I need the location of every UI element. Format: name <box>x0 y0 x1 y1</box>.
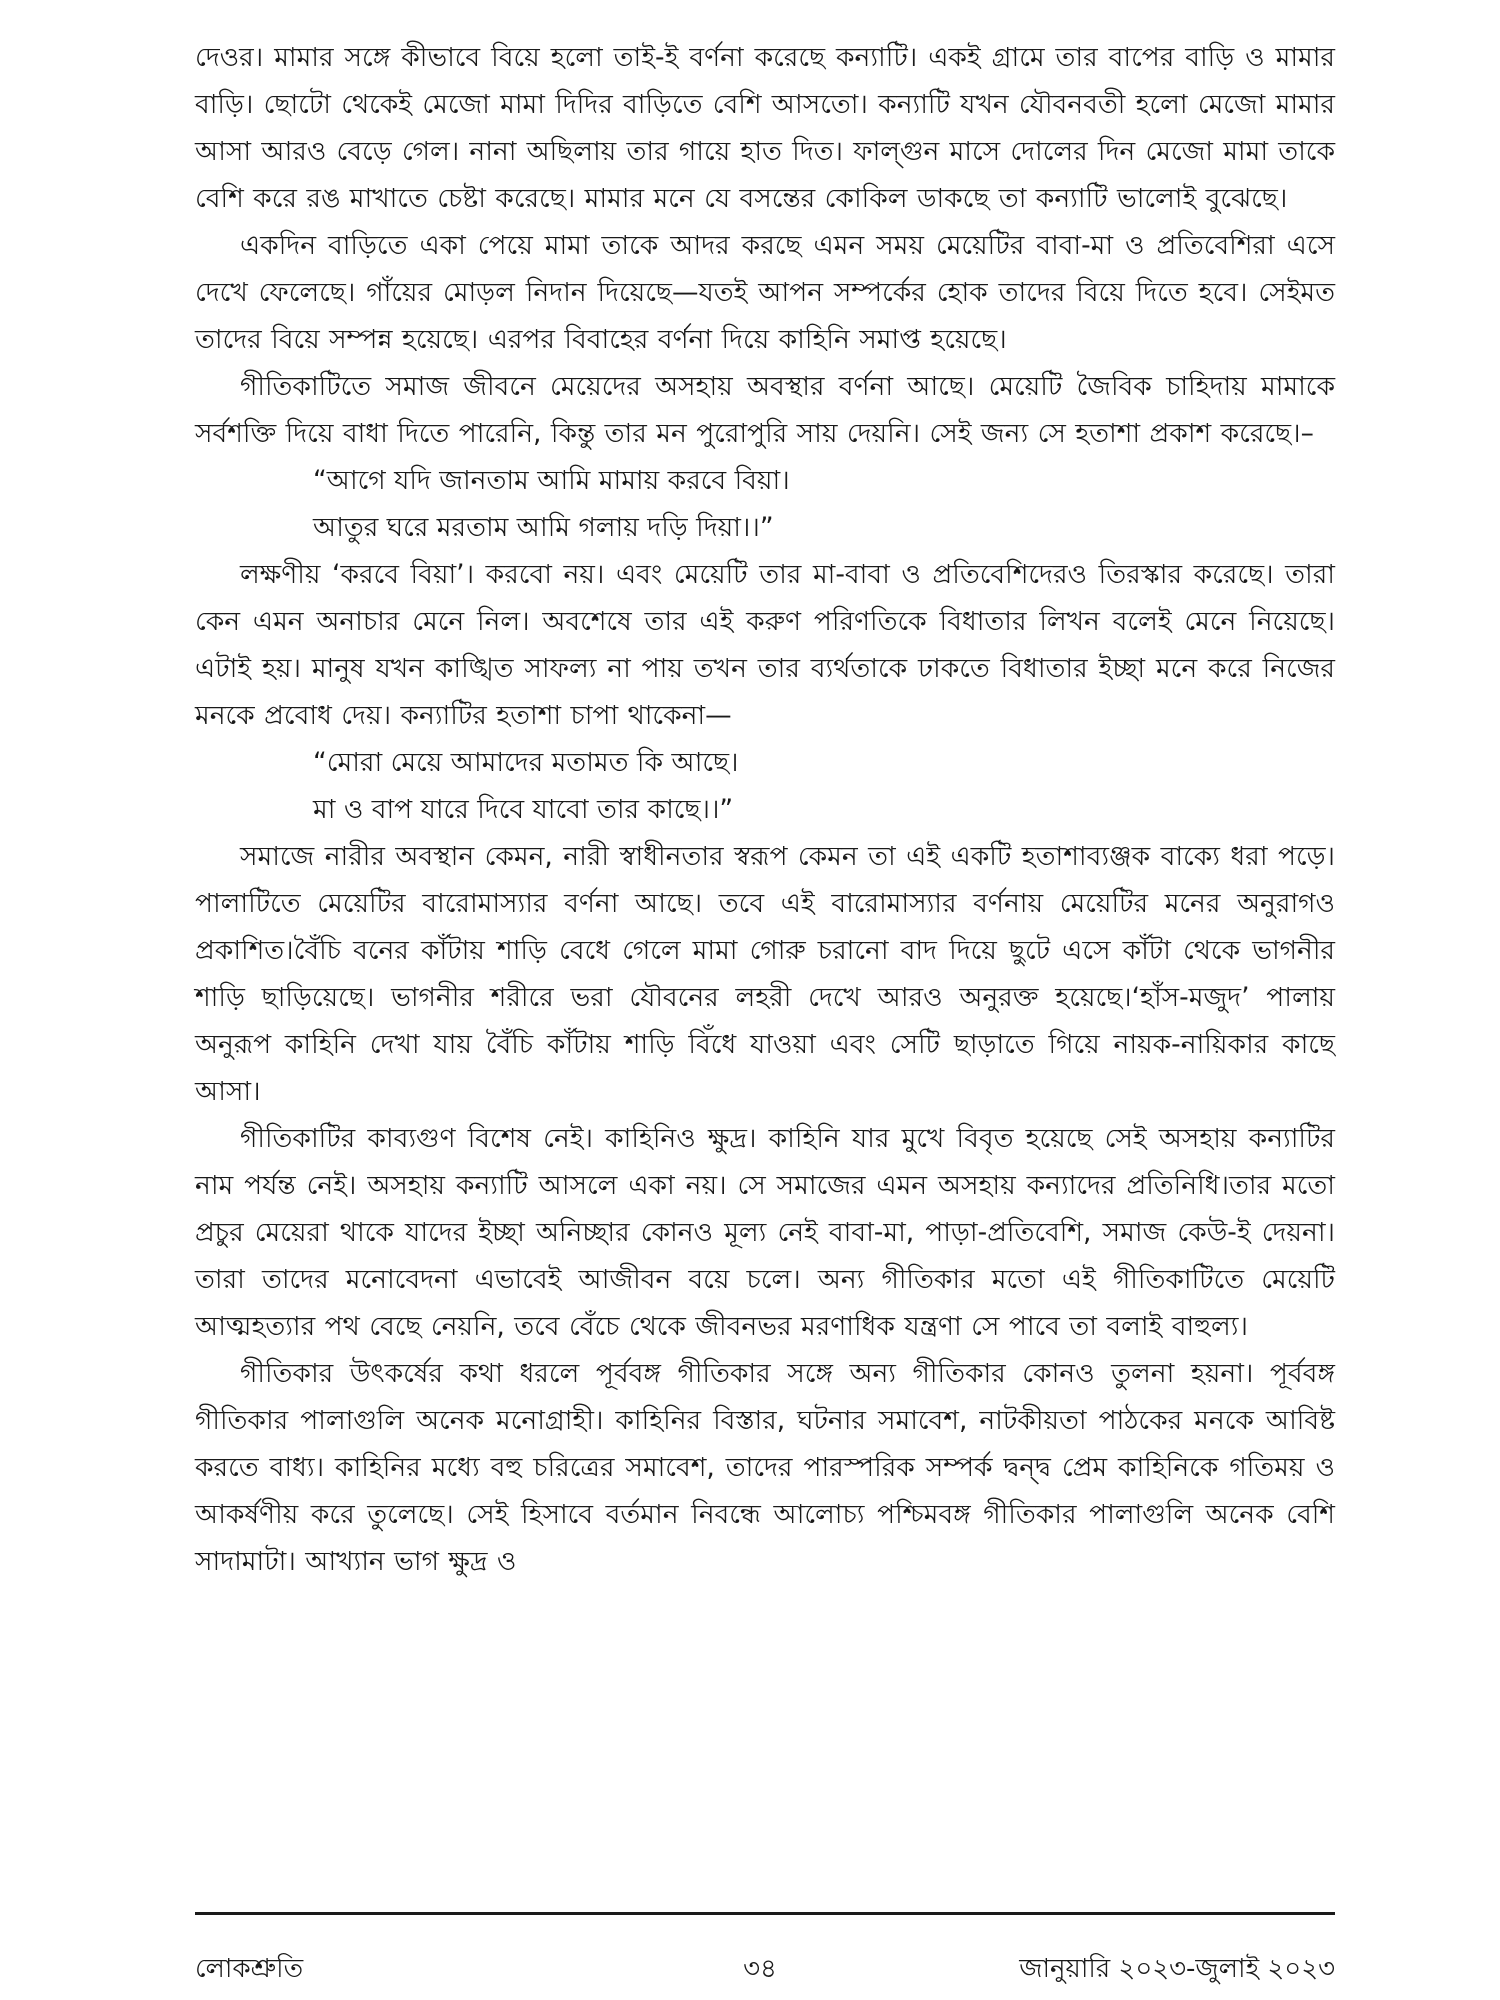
footer-divider <box>195 1912 1335 1915</box>
verse-2-line-1: “মোরা মেয়ে আমাদের মতামত কি আছে। <box>313 747 739 778</box>
paragraph-5: সমাজে নারীর অবস্থান কেমন, নারী স্বাধীনতার স্বরূপ কেমন তা এই একটি হতাশাব্যঞ্জক বাক্যে ধরা পড়ে। পালাটিতে মেয়েটির বারোমাস্যার বর্ণনা আছে। তবে এই বারোমাস্যার বর্ণনায় মেয়েটির মনের অনুরাগও প্রকাশিত।বৈঁচি বনের কাঁটায় শাড়ি বেধে গেলে মামা গোরু চরানো বাদ দিয়ে ছুটে এসে কাঁটা থেকে ভাগনীর শাড়ি ছাড়িয়েছে। ভাগনীর শরীরে ভরা যৌবনের লহরী দেখে আরও অনুরক্ত হয়েছে।‘হাঁস-মজুদ’ পালায় অনুরূপ কাহিনি দেখা যায় বৈঁচি কাঁটায় শাড়ি বিঁধে যাওয়া এবং সেটি ছাড়াতে গিয়ে নায়ক-নায়িকার কাছে আসা। <box>195 841 1335 1107</box>
paragraph-7: গীতিকার উৎকর্ষের কথা ধরলে পূর্ববঙ্গ গীতিকার সঙ্গে অন্য গীতিকার কোনও তুলনা হয়না। পূর্ববঙ্গ গীতিকার পালাগুলি অনেক মনোগ্রাহী। কাহিনির বিস্তার, ঘটনার সমাবেশ, নাটকীয়তা পাঠকের মনকে আবিষ্ট করতে বাধ্য। কাহিনির মধ্যে বহু চরিত্রের সমাবেশ, তাদের পারস্পরিক সম্পর্ক দ্বন্দ্ব প্রেম কাহিনিকে গতিময় ও আকর্ষণীয় করে তুলেছে। সেই হিসাবে বর্তমান নিবন্ধে আলোচ্য পশ্চিমবঙ্গ গীতিকার পালাগুলি অনেক বেশি সাদামাটা। আখ্যান ভাগ ক্ষুদ্র ও <box>195 1358 1335 1577</box>
issue-date: জানুয়ারি ২০২৩-জুলাই ২০২৩ <box>1019 1954 1335 1984</box>
page-body <box>195 34 1335 1585</box>
verse-1-line-1: “আগে যদি জানতাম আমি মামায় করবে বিয়া। <box>313 465 790 496</box>
verse-quote-2 <box>195 739 1335 833</box>
paragraph-3: গীতিকাটিতে সমাজ জীবনে মেয়েদের অসহায় অবস্থার বর্ণনা আছে। মেয়েটি জৈবিক চাহিদায় মামাকে সর্বশক্তি দিয়ে বাধা দিতে পারেনি, কিন্তু তার মন পুরোপুরি সায় দেয়নি। সেই জন্য সে হতাশা প্রকাশ করেছে।– <box>195 371 1335 449</box>
paragraph-4: লক্ষণীয় ‘করবে বিয়া’। করবো নয়। এবং মেয়েটি তার মা-বাবা ও প্রতিবেশিদেরও তিরস্কার করেছে। তারা কেন এমন অনাচার মেনে নিল। অবশেষে তার এই করুণ পরিণতিকে বিধাতার লিখন বলেই মেনে নিয়েছে। এটাই হয়। মানুষ যখন কাঙ্খিত সাফল্য না পায় তখন তার ব্যর্থতাকে ঢাকতে বিধাতার ইচ্ছা মনে করে নিজের মনকে প্রবোধ দেয়। কন্যাটির হতাশা চাপা থাকেনা— <box>195 559 1335 731</box>
verse-1-line-2: আতুর ঘরে মরতাম আমি গলায় দড়ি দিয়া।।” <box>313 512 774 543</box>
verse-quote-1 <box>195 457 1335 551</box>
page-footer <box>195 1948 1335 1988</box>
paragraph-6: গীতিকাটির কাব্যগুণ বিশেষ নেই। কাহিনিও ক্ষুদ্র। কাহিনি যার মুখে বিবৃত হয়েছে সেই অসহায় কন্যাটির নাম পর্যন্ত নেই। অসহায় কন্যাটি আসলে একা নয়। সে সমাজের এমন অসহায় কন্যাদের প্রতিনিধি।তার মতো প্রচুর মেয়েরা থাকে যাদের ইচ্ছা অনিচ্ছার কোনও মূল্য নেই বাবা-মা, পাড়া-প্রতিবেশি, সমাজ কেউ-ই দেয়না। তারা তাদের মনোবেদনা এভাবেই আজীবন বয়ে চলে। অন্য গীতিকার মতো এই গীতিকাটিতে মেয়েটি আত্মহত্যার পথ বেছে নেয়নি, তবে বেঁচে থেকে জীবনভর মরণাধিক যন্ত্রণা সে পাবে তা বলাই বাহুল্য। <box>195 1123 1335 1342</box>
journal-name: লোকশ্রুতি <box>195 1954 304 1984</box>
paragraph-1: দেওর। মামার সঙ্গে কীভাবে বিয়ে হলো তাই-ই বর্ণনা করেছে কন্যাটি। একই গ্রামে তার বাপের বাড়ি ও মামার বাড়ি। ছোটো থেকেই মেজো মামা দিদির বাড়িতে বেশি আসতো। কন্যাটি যখন যৌবনবতী হলো মেজো মামার আসা আরও বেড়ে গেল। নানা অছিলায় তার গায়ে হাত দিত। ফাল্গুন মাসে দোলের দিন মেজো মামা তাকে বেশি করে রঙ মাখাতে চেষ্টা করেছে। মামার মনে যে বসন্তের কোকিল ডাকছে তা কন্যাটি ভালোই বুঝেছে। <box>195 42 1335 214</box>
paragraph-2: একদিন বাড়িতে একা পেয়ে মামা তাকে আদর করছে এমন সময় মেয়েটির বাবা-মা ও প্রতিবেশিরা এসে দেখে ফেলেছে। গাঁয়ের মোড়ল নিদান দিয়েছে—যতই আপন সম্পর্কের হোক তাদের বিয়ে দিতে হবে। সেইমত তাদের বিয়ে সম্পন্ন হয়েছে। এরপর বিবাহের বর্ণনা দিয়ে কাহিনি সমাপ্ত হয়েছে। <box>195 230 1335 355</box>
page-number: ৩৪ <box>743 1954 777 1984</box>
verse-2-line-2: মা ও বাপ যারে দিবে যাবো তার কাছে।।” <box>313 794 734 825</box>
